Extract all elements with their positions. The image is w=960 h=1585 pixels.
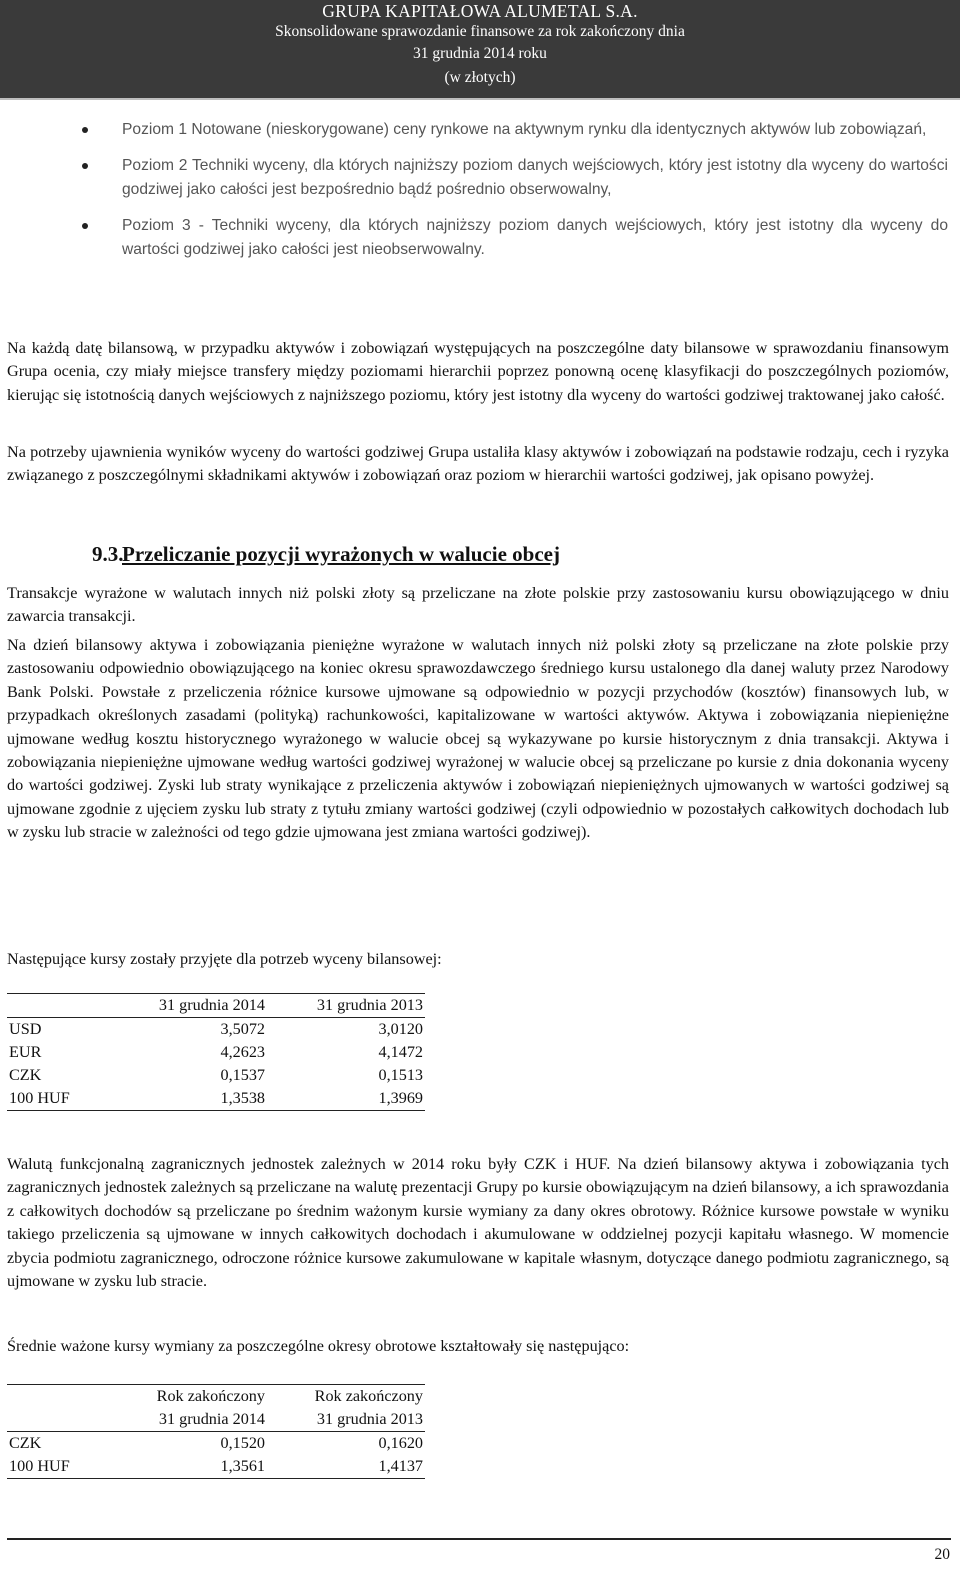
table-row: [7, 1064, 425, 1087]
fair-value-levels-list: [0, 118, 960, 263]
list-item: [0, 118, 960, 143]
average-rates-table: [7, 1384, 425, 1479]
paragraph-transfers: [7, 337, 949, 407]
column-header: 31 grudnia 2014: [158, 1410, 265, 1428]
rate-value: 3,5072: [107, 1018, 267, 1042]
table-row: [7, 1018, 425, 1042]
paragraph-text: Następujące kursy zostały przyjęte dla potrzeb wyceny bilansowej:: [7, 950, 442, 968]
currency-label: 100 HUF: [7, 1455, 107, 1479]
bullet-icon: [82, 163, 88, 169]
table-header-row: [7, 1408, 425, 1432]
rate-value: 0,1513: [378, 1066, 423, 1084]
rate-value: 4,2623: [220, 1043, 265, 1061]
section-number: 9.3.: [92, 542, 124, 566]
footer-divider: [7, 1538, 951, 1540]
table-row: [7, 1087, 425, 1111]
paragraph-text: Na każdą datę bilansową, w przypadku aktywów i zobowiązań występujących na poszczególne daty bilansowe w sprawozdaniu finansowym Grupa ocenia, czy miały miejsce transfery między poziomami hierarchii poprzez ponowną ocenę klasyfikacji do poszczególnych poziomów, kierując się istotnością danych wejściowych z najniższego poziomu, który jest istotny dla wyceny do wartości godziwej traktowanej jako całość.: [7, 339, 949, 404]
list-item-text: Poziom 1 Notowane (nieskorygowane) ceny rynkowe na aktywnym rynku dla identycznych aktywów lub zobowiązań,: [122, 121, 927, 138]
paragraph-average-rates-intro: [7, 1335, 949, 1358]
column-header: Rok zakończony: [107, 1385, 267, 1409]
rate-value: 0,1520: [107, 1432, 267, 1456]
rate-value: 1,3538: [107, 1087, 267, 1111]
column-header: Rok zakończony: [267, 1385, 425, 1409]
table-header-row: [7, 1385, 425, 1409]
report-title: Skonsolidowane sprawozdanie finansowe za rok zakończony dnia: [275, 23, 685, 40]
column-header: 31 grudnia 2014: [107, 994, 267, 1018]
currency-label: EUR: [9, 1043, 42, 1061]
paragraph-text: Na dzień bilansowy aktywa i zobowiązania pieniężne wyrażone w walutach innych niż polski złoty są przeliczane na złote polskie przy zastosowaniu odpowiednio obowiązującego na koniec okresu sprawozdawczego średniego kursu ustalonego dla danej waluty przez Narodowy Bank Polski. Powstałe z przeliczenia różnice kursowe ujmowane są odpowiednio w pozycji przychodów (kosztów) finansowych lub, w przypadkach określonych zasadami (polityką) rachunkowości, kapitalizowane w wartości aktywów. Aktywa i zobowiązania niepieniężne ujmowane według kosztu historycznego wyrażonego w walucie obcej są wykazywane po kursie historycznym z dnia transakcji. Aktywa i zobowiązania niepieniężne ujmowane według wartości godziwej wyrażonej w walucie obcej są przeliczane po kursie z dnia dokonania wyceny do wartości godziwej. Zyski lub straty wynikające z przeliczenia aktywów i zobowiązań niepieniężnych ujmowanych w wartości godziwej są ujmowane zgodnie z ujęciem zysku lub straty z tytułu zmiany wartości godziwej (czyli odpowiednio w pozostałych całkowitych dochodach lub w zysku lub stracie w zależności od tego gdzie ujmowana jest zmiana wartości godziwej).: [7, 636, 949, 842]
balance-rates-table: [7, 993, 425, 1111]
report-date: 31 grudnia 2014 roku: [413, 45, 547, 62]
paragraph-text: Na potrzeby ujawnienia wyników wyceny do wartości godziwej Grupa ustaliła klasy aktywów i zobowiązań na podstawie rodzaju, cech i ryzyka związanego z poszczególnymi składnikami aktywów i zobowiązań oraz poziom w hierarchii wartości godziwej, jak opisano powyżej.: [7, 443, 949, 485]
rate-value: 1,3561: [107, 1455, 267, 1479]
rate-value: 4,1472: [378, 1043, 423, 1061]
rate-value: 3,0120: [267, 1018, 425, 1042]
currency-label: USD: [7, 1018, 107, 1042]
section-title: Przeliczanie pozycji wyrażonych w walucie obcej: [122, 542, 560, 566]
rate-value: 0,1537: [220, 1066, 265, 1084]
paragraph-classes: [7, 441, 949, 488]
paragraph-balance-date: [7, 634, 949, 845]
paragraph-transactions: [7, 582, 949, 629]
company-name: GRUPA KAPITAŁOWA ALUMETAL S.A.: [322, 1, 638, 21]
paragraph-text: Walutą funkcjonalną zagranicznych jednostek zależnych w 2014 roku były CZK i HUF. Na dzień bilansowy aktywa i zobowiązania tych zagranicznych jednostek zależnych są przeliczane na walutę prezentacji Grupy po kursie obowiązującym na dzień bilansowy, a ich sprawozdania z całkowitych dochodów są przeliczane po średnim ważonym kursie wymiany za dany okres obrotowy. Różnice kursowe powstałe w wyniku takiego przeliczenia są ujmowane w innych całkowitych dochodach i akumulowane w oddzielnej pozycji kapitału własnego. W momencie zbycia podmiotu zagranicznego, odroczone różnice kursowe zakumulowane w kapitale własnym, dotyczące danego podmiotu zagranicznego, są ujmowane w zysku lub stracie.: [7, 1155, 949, 1291]
currency-note: (w złotych): [444, 69, 516, 86]
rate-value: 1,4137: [267, 1455, 425, 1479]
table-row: [7, 1455, 425, 1479]
table-row: [7, 1041, 425, 1064]
column-header: 31 grudnia 2013: [316, 1410, 423, 1428]
currency-label: CZK: [7, 1432, 107, 1456]
list-item: [0, 214, 960, 263]
rate-value: 1,3969: [267, 1087, 425, 1111]
list-item-text: Poziom 2 Techniki wyceny, dla których najniższy poziom danych wejściowych, który jest istotny dla wyceny do wartości godziwej jako całości jest bezpośrednio bądź pośrednio obserwowalny,: [122, 156, 948, 198]
paragraph-text: Transakcje wyrażone w walutach innych niż polski złoty są przeliczane na złote polskie przy zastosowaniu kursu obowiązującego w dniu zawarcia transakcji.: [7, 584, 949, 626]
table-row: [7, 1432, 425, 1456]
column-header: 31 grudnia 2013: [267, 994, 425, 1018]
list-item-text: Poziom 3 - Techniki wyceny, dla których najniższy poziom danych wejściowych, który jest istotny dla wyceny do wartości godziwej jako całości jest nieobserwowalny.: [122, 216, 948, 258]
paragraph-functional-currency: [7, 1153, 949, 1293]
page-number: 20: [934, 1546, 950, 1563]
bullet-icon: [82, 223, 88, 229]
paragraph-text: Średnie ważone kursy wymiany za poszczególne okresy obrotowe kształtowały się następująco:: [7, 1337, 630, 1355]
bullet-icon: [82, 127, 88, 133]
paragraph-rates-intro: [7, 948, 949, 971]
rate-value: 0,1620: [267, 1432, 425, 1456]
table-header-row: [7, 994, 425, 1018]
list-item: [0, 154, 960, 203]
currency-label: 100 HUF: [7, 1087, 107, 1111]
currency-label: CZK: [9, 1066, 42, 1084]
report-header: [0, 0, 960, 100]
